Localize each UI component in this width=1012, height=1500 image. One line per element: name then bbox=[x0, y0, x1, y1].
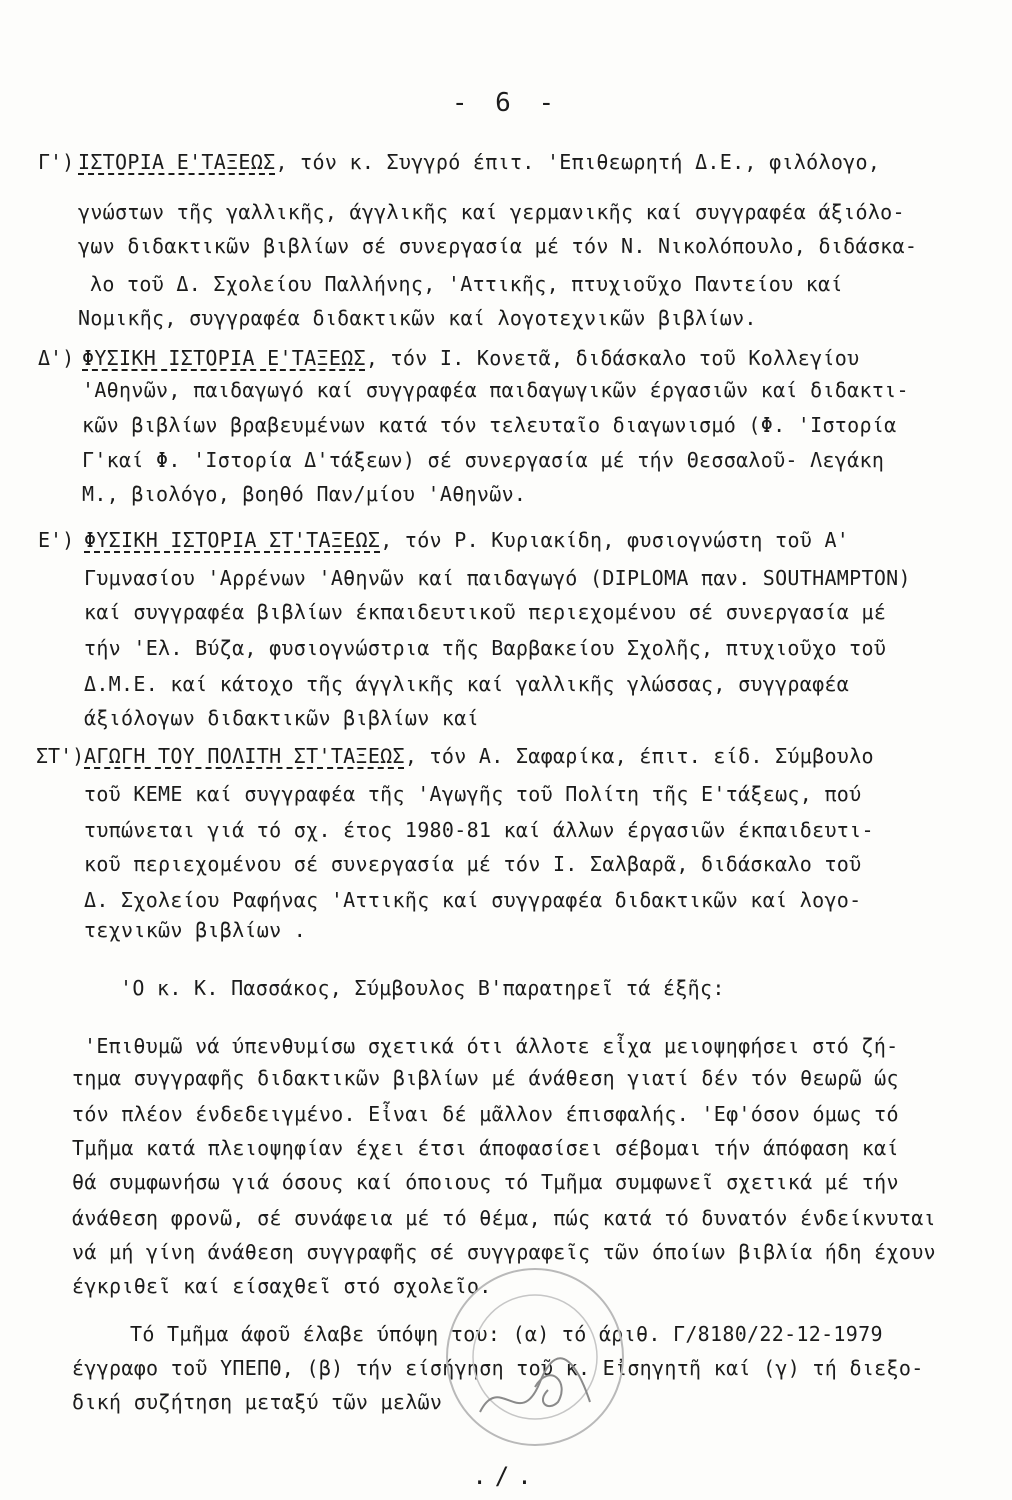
section-title-d: ΦΥΣΙΚΗ ΙΣΤΟΡΙΑ Ε'ΤΑΞΕΩΣ bbox=[82, 346, 366, 370]
decision-line: Τό Τμῆμα άφοῦ έλαβε ύπόψη του: (α) τό άριθ. Γ/8180/22-12-1979 bbox=[130, 1322, 883, 1346]
quote-line: 'Επιθυμῶ νά ύπενθυμίσω σχετικά ότι άλλοτε εἶχα μειοψηφήσει στό ζή- bbox=[84, 1034, 899, 1058]
section-line: τήν 'Ελ. Βύζα, φυσιογνώστρια τῆς Βαρβακείου Σχολῆς, πτυχιοῦχο τοῦ bbox=[84, 636, 887, 660]
section-line: τυπώνεται γιά τό σχ. έτος 1980-81 καί άλλων έργασιῶν έκπαιδευτι- bbox=[84, 818, 874, 842]
section-line: Γυμνασίου 'Αρρένων 'Αθηνῶν καί παιδαγωγό (DIPLOMA παν. SOUTHAMPTON) bbox=[84, 566, 911, 590]
section-title-g: ΙΣΤΟΡΙΑ Ε'ΤΑΞΕΩΣ bbox=[78, 150, 276, 174]
remark-intro: 'Ο κ. Κ. Πασσάκος, Σύμβουλος Β'παρατηρεῖ τά έξῆς: bbox=[120, 976, 725, 1000]
section-line: κοῦ περιεχομένου σέ συνεργασία μέ τόν Ι. Σαλβαρᾶ, διδάσκαλο τοῦ bbox=[84, 852, 862, 876]
section-line: Δ.Μ.Ε. καί κάτοχο τῆς άγγλικῆς καί γαλλικῆς γλώσσας, συγγραφέα bbox=[84, 672, 850, 696]
section-line: 'Αθηνῶν, παιδαγωγό καί συγγραφέα παιδαγωγικῶν έργασιῶν καί διδακτι- bbox=[82, 378, 909, 402]
section-first-rest-st: , τόν Α. Σαφαρίκα, έπιτ. είδ. Σύμβουλο bbox=[404, 744, 874, 768]
section-first-rest-d: , τόν Ι. Κονετᾶ, διδάσκαλο τοῦ Κολλεγίου bbox=[365, 346, 860, 370]
section-first-line-st bbox=[84, 744, 874, 768]
decision-line: έγγραφο τοῦ ΥΠΕΠΘ, (β) τήν είσήγηση τοῦ κ. Εἰσηγητῆ καί (γ) τή διεξο- bbox=[72, 1356, 924, 1380]
quote-line: Τμῆμα κατά πλειοψηφίαν έχει έτσι άποφασίσει σέβομαι τήν άπόφαση καί bbox=[72, 1136, 899, 1160]
section-line: γων διδακτικῶν βιβλίων σέ συνεργασία μέ τόν Ν. Νικολόπουλο, διδάσκα- bbox=[78, 234, 918, 258]
section-label-d: Δ') bbox=[38, 346, 75, 370]
stamp-inner-ring bbox=[473, 1295, 597, 1419]
page-number: - 6 - bbox=[451, 88, 561, 118]
continuation-mark: ./. bbox=[472, 1462, 540, 1490]
section-title-st: ΑΓΩΓΗ ΤΟΥ ΠΟΛΙΤΗ ΣΤ'ΤΑΞΕΩΣ bbox=[84, 744, 405, 768]
section-line: τοῦ ΚΕΜΕ καί συγγραφέα τῆς 'Αγωγῆς τοῦ Πολίτη τῆς Ε'τάξεως, πού bbox=[84, 782, 862, 806]
quote-line: άνάθεση φρονῶ, σέ συνάφεια μέ τό θέμα, πώς κατά τό δυνατόν ένδείκνυται bbox=[72, 1206, 936, 1230]
section-first-line-g bbox=[78, 150, 880, 174]
section-title-e: ΦΥΣΙΚΗ ΙΣΤΟΡΙΑ ΣΤ'ΤΑΞΕΩΣ bbox=[84, 528, 381, 552]
quote-line: έγκριθεῖ καί είσαχθεῖ στό σχολεῖο. bbox=[72, 1274, 492, 1298]
quote-line: τόν πλέον ένδεδειγμένο. Εἶναι δέ μᾶλλον έπισφαλής. 'Εφ'όσον όμως τό bbox=[72, 1102, 899, 1126]
section-line: λο τοῦ Δ. Σχολείου Παλλήνης, 'Αττικῆς, πτυχιοῦχο Παντείου καί bbox=[90, 272, 843, 296]
section-line: καί συγγραφέα βιβλίων έκπαιδευτικοῦ περιεχομένου σέ συνεργασία μέ bbox=[84, 600, 887, 624]
quote-line: νά μή γίνη άνάθεση συγγραφῆς σέ συγγραφεῖς τῶν όποίων βιβλία ήδη έχουν bbox=[72, 1240, 936, 1264]
section-line: Δ. Σχολείου Ραφήνας 'Αττικῆς καί συγγραφέα διδακτικῶν καί λογο- bbox=[84, 888, 862, 912]
section-label-st: ΣΤ') bbox=[36, 744, 85, 768]
section-first-line-e bbox=[84, 528, 849, 552]
section-first-rest-g: , τόν κ. Συγγρό έπιτ. 'Επιθεωρητή Δ.Ε., φιλόλογο, bbox=[275, 150, 881, 174]
section-line: γνώστων τῆς γαλλικῆς, άγγλικῆς καί γερμανικῆς καί συγγραφέα άξιόλο- bbox=[78, 200, 905, 224]
quote-line: τημα συγγραφῆς διδακτικῶν βιβλίων μέ άνάθεση γιατί δέν τόν θεωρῶ ώς bbox=[72, 1066, 899, 1090]
section-first-line-d bbox=[82, 346, 859, 370]
section-label-g: Γ') bbox=[38, 150, 75, 174]
section-label-e: Ε') bbox=[38, 528, 75, 552]
official-stamp bbox=[440, 1262, 630, 1452]
quote-line: θά συμφωνήσω γιά όσους καί όποιους τό Τμῆμα συμφωνεῖ σχετικά μέ τήν bbox=[72, 1170, 899, 1194]
section-line: άξιόλογων διδακτικῶν βιβλίων καί bbox=[84, 706, 479, 730]
signature-loop bbox=[535, 1375, 562, 1406]
section-line: Μ., βιολόγο, βοηθό Παν/μίου 'Αθηνῶν. bbox=[82, 482, 527, 506]
section-first-rest-e: , τόν Ρ. Κυριακίδη, φυσιογνώστη τοῦ Α' bbox=[380, 528, 850, 552]
section-line: Γ'καί Φ. 'Ιστορία Δ'τάξεων) σέ συνεργασία μέ τήν Θεσσαλοῦ- Λεγάκη bbox=[82, 448, 885, 472]
section-line: τεχνικῶν βιβλίων . bbox=[84, 918, 307, 942]
section-line: κῶν βιβλίων βραβευμένων κατά τόν τελευταῖο διαγωνισμό (Φ. 'Ιστορία bbox=[82, 413, 897, 437]
decision-line: δική συζήτηση μεταξύ τῶν μελῶν bbox=[72, 1390, 443, 1414]
section-line: Νομικῆς, συγγραφέα διδακτικῶν καί λογοτεχνικῶν βιβλίων. bbox=[78, 306, 757, 330]
